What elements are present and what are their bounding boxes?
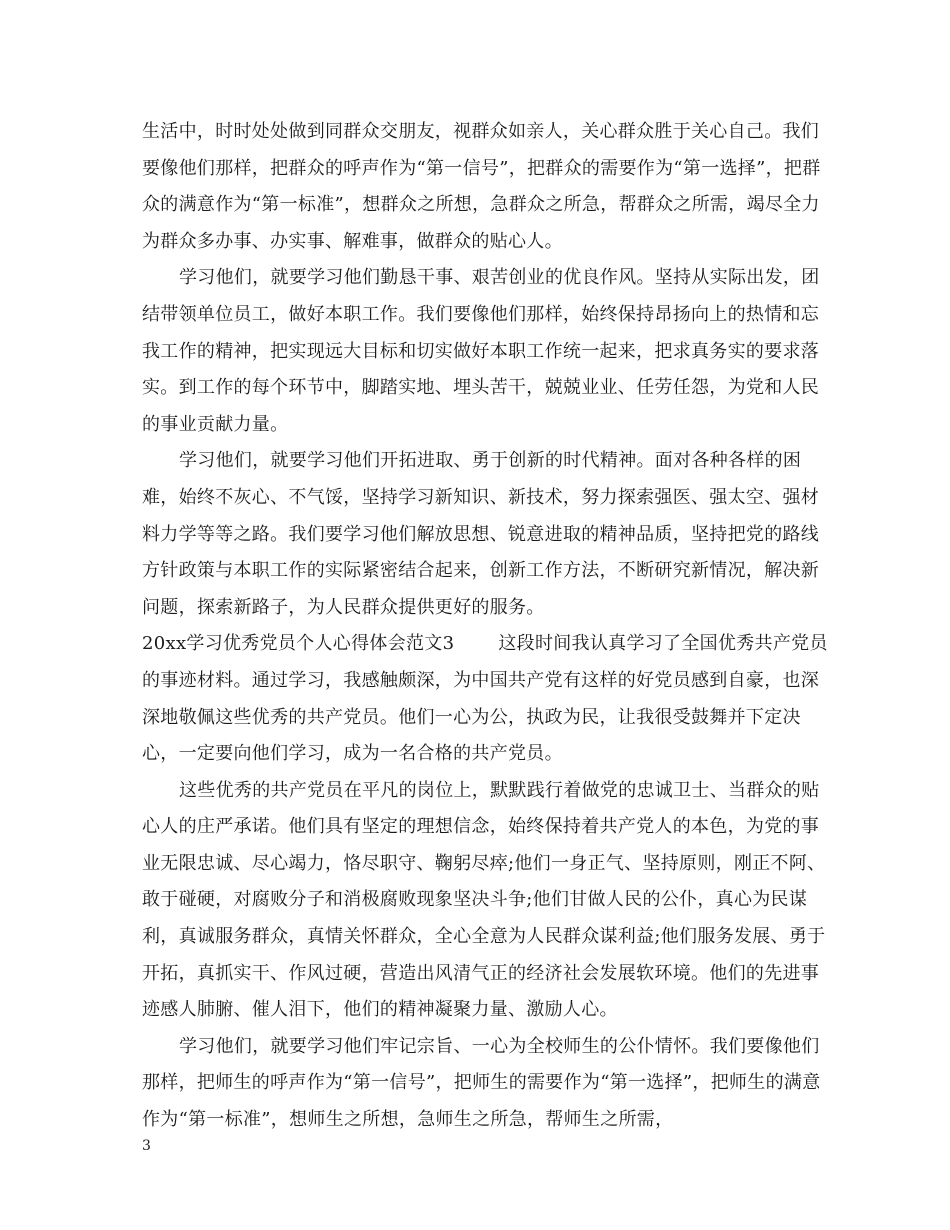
paragraph-2: 学习他们，就要学习他们勤恳干事、艰苦创业的优良作风。坚持从实际出发，团结带领单位员工，做好本职工作。我们要像他们那样，始终保持昂扬向上的热情和忘我工作的精神，把实现远大目标和切实做好本职工作统一起来，把求真务实的要求落实。到工作的每个环节中，脚踏实地、埋头苦干，兢兢业业、任劳任怨，为党和人民的事业贡献力量。 xyxy=(142,267,820,435)
page-number: 3 xyxy=(142,1138,151,1154)
paragraph-6: 学习他们，就要学习他们牢记宗旨、一心为全校师生的公仆情怀。我们要像他们那样，把师生的呼声作为“第一信号”，把师生的需要作为“第一选择”，把师生的满意作为“第一标准”，想师生之所想，急师生之所急，帮师生之所需， xyxy=(142,1035,821,1131)
section-heading: 20xx学习优秀党员个人心得体会范文3 xyxy=(142,633,455,655)
document-body xyxy=(142,114,832,1139)
paragraph-1: 生活中，时时处处做到同群众交朋友，视群众如亲人，关心群众胜于关心自己。我们要像他们那样，把群众的呼声作为“第一信号”，把群众的需要作为“第一选择”，把群众的满意作为“第一标准”，想群众之所想，急群众之所急，帮群众之所需，竭尽全力为群众多办事、办实事、解难事，做群众的贴心人。 xyxy=(142,121,821,252)
section-heading-paragraph xyxy=(142,626,832,772)
paragraph-5: 这些优秀的共产党员在平凡的岗位上，默默践行着做党的忠诚卫士、当群众的贴心人的庄严承诺。他们具有坚定的理想信念，始终保持着共产党人的本色，为党的事业无限忠诚、尽心竭力，恪尽职守、鞠躬尽瘁;他们一身正气、坚持原则，刚正不阿、敢于碰硬，对腐败分子和消极腐败现象坚决斗争;他们甘做人民的公仆，真心为民谋利，真诚服务群众，真情关怀群众，全心全意为人民群众谋利益;他们服务发展、勇于开拓，真抓实干、作风过硬，营造出风清气正的经济社会发展软环境。他们的先进事迹感人肺腑、催人泪下，他们的精神凝聚力量、激励人心。 xyxy=(142,779,826,1021)
paragraph-3: 学习他们，就要学习他们开拓进取、勇于创新的时代精神。面对各种各样的困难，始终不灰心、不气馁，坚持学习新知识、新技术，努力探索强医、强太空、强材料力学等等之路。我们要学习他们解放思想、锐意进取的精神品质，坚持把党的路线方针政策与本职工作的实际紧密结合起来，创新工作方法，不断研究新情况，解决新问题，探索新路子，为人民群众提供更好的服务。 xyxy=(142,450,820,618)
section-lead-text: 这段时间我认真学习了全国优秀共产党员的事迹材料。通过学习，我感触颇深，为中国共产党有这样的好党员感到自豪，也深深地敬佩这些优秀的共产党员。他们一心为公，执政为民，让我很受鼓舞并下定决心，一定要向他们学习，成为一名合格的共产党员。 xyxy=(142,633,828,765)
